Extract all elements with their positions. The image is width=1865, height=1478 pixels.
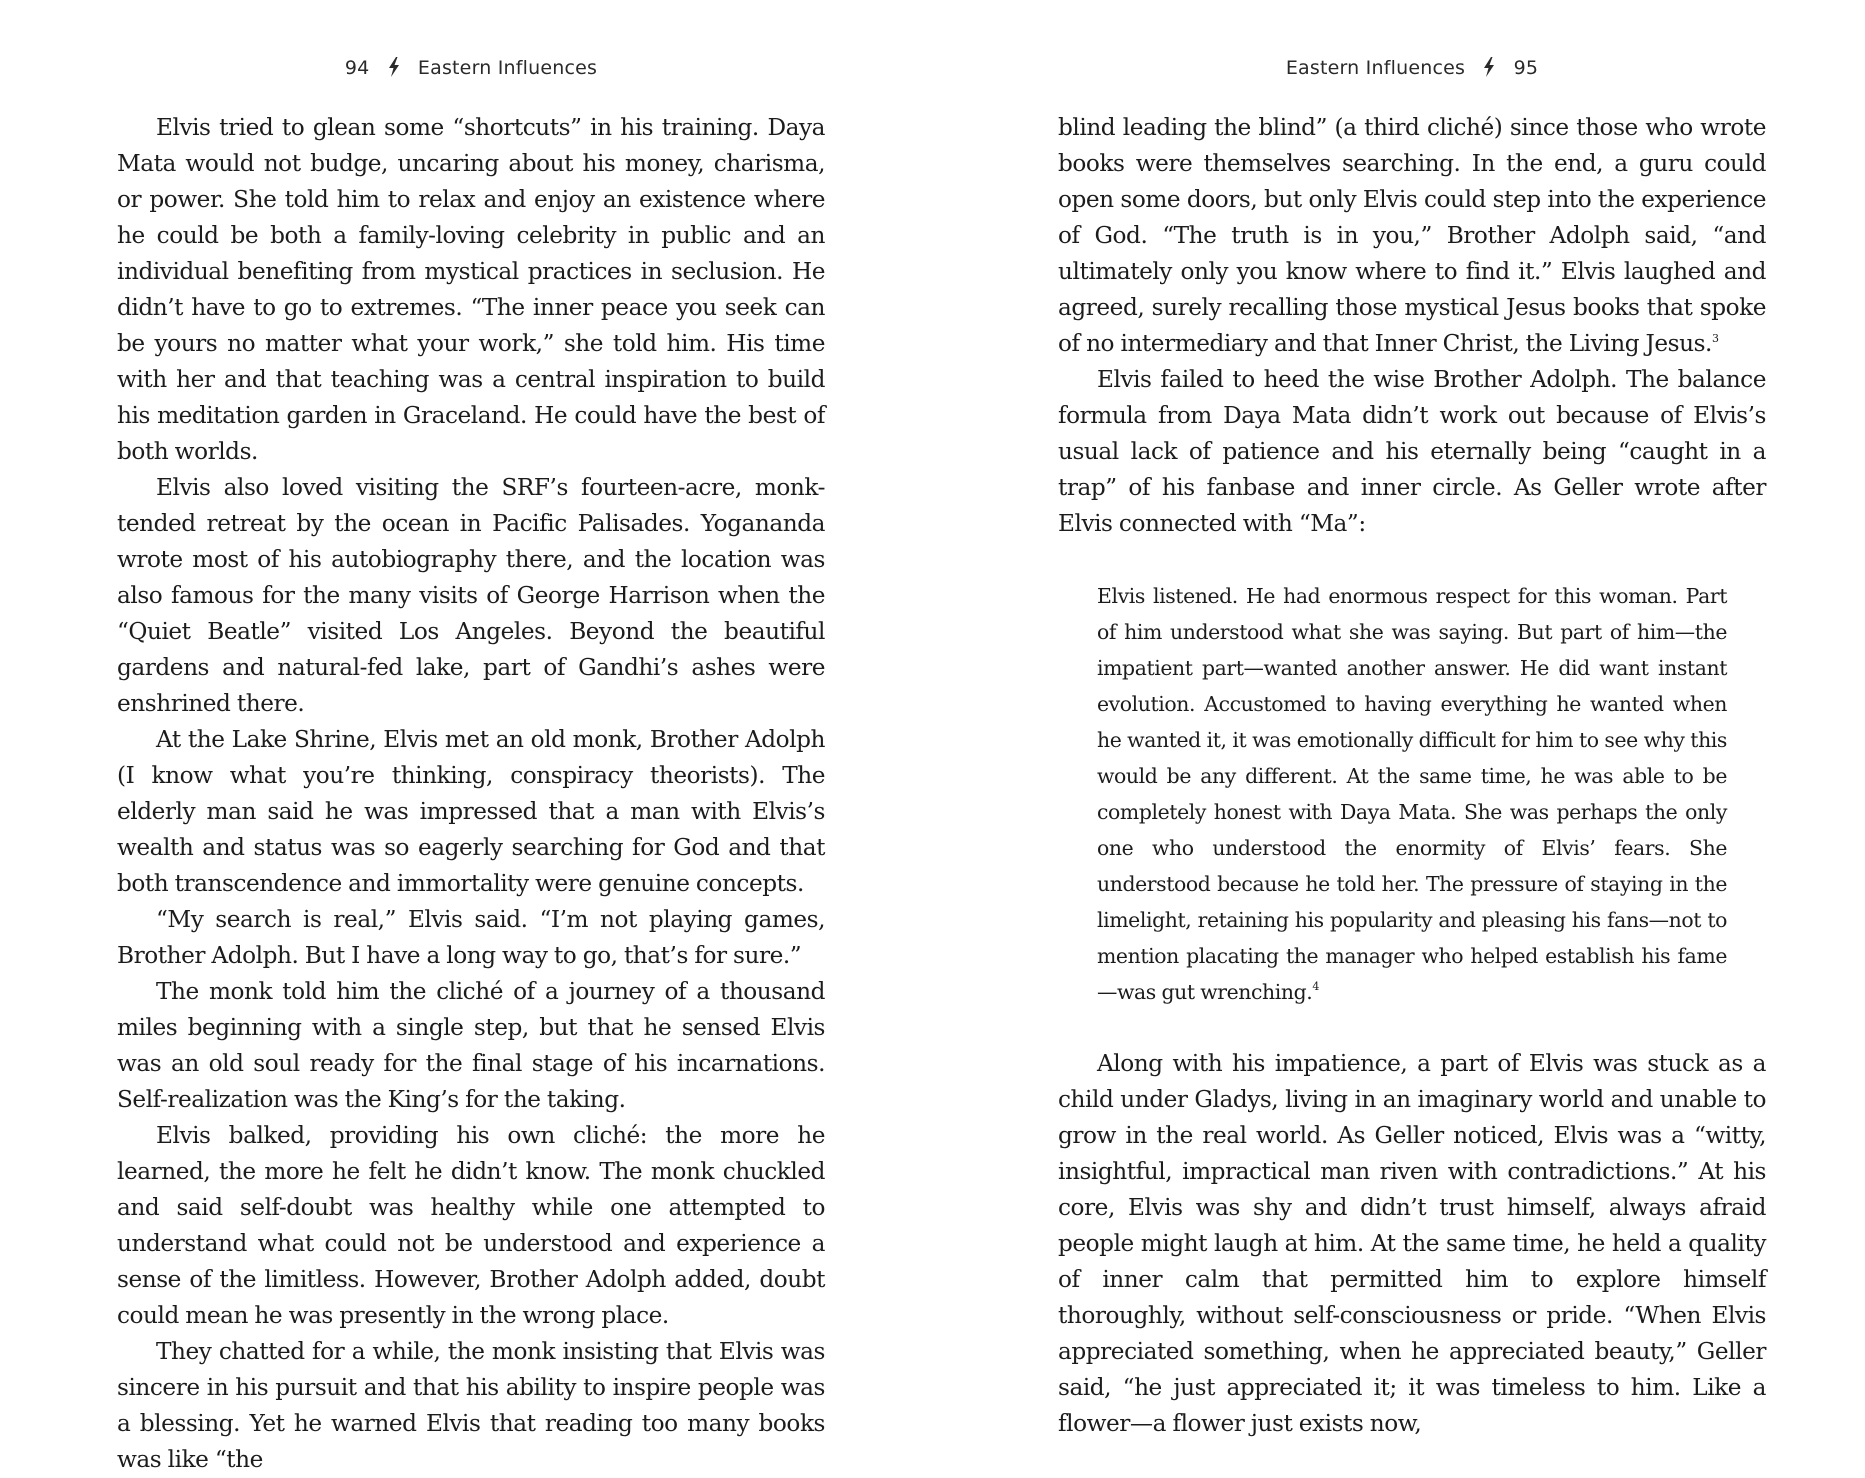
continued-paragraph [1058, 110, 1766, 362]
lightning-bolt-icon [388, 55, 400, 79]
left-page [117, 0, 825, 1473]
right-running-head [1058, 55, 1766, 79]
paragraph: Elvis balked, providing his own cliché: the more he learned, the more he felt he didn’t know. The monk chuckled and said self-doubt was healthy while one attempted to understand what could not be understood and experience a sense of the limitless. However, Brother Adolph added, doubt could mean he was presently in the wrong place. [117, 1122, 825, 1329]
left-page-number: 94 [344, 57, 370, 79]
left-running-head [117, 55, 825, 79]
left-running-title: Eastern Influences [417, 57, 598, 79]
footnote-marker: 4 [1312, 980, 1319, 993]
footnote-marker: 3 [1711, 332, 1719, 345]
right-page-number: 95 [1513, 57, 1539, 79]
paragraph: Elvis tried to glean some “shortcuts” in his training. Daya Mata would not budge, uncaring about his money, charisma, or power. She told him to relax and enjoy an existence where he could be both a family-loving celebrity in public and an individual benefiting from mystical practices in seclusion. He didn’t have to go to extremes. “The inner peace you seek can be yours no matter what your work,” she told him. His time with her and that teaching was a central inspiration to build his meditation garden in Graceland. He could have the best of both worlds. [117, 114, 825, 465]
lightning-bolt-icon [1483, 55, 1495, 79]
right-running-title: Eastern Influences [1285, 57, 1466, 79]
block-quote [1097, 578, 1727, 1010]
paragraph: Elvis failed to heed the wise Brother Adolph. The balance formula from Daya Mata didn’t work out because of Elvis’s usual lack of patience and his eternally being “caught in a trap” of his fanbase and inner circle. As Geller wrote after Elvis connected with “Ma”: [1058, 366, 1766, 537]
right-page-body [1058, 110, 1766, 1442]
paragraph: “My search is real,” Elvis said. “I’m not playing games, Brother Adolph. But I have a long way to go, that’s for sure.” [117, 906, 825, 969]
continued-text: blind leading the blind” (a third cliché) since those who wrote books were themselves searching. In the end, a guru could open some doors, but only Elvis could step into the experience of God. “The truth is in you,” Brother Adolph said, “and ultimately only you know where to find it.” Elvis laughed and agreed, surely recalling those mystical Jesus books that spoke of no intermediary and that Inner Christ, the Living Jesus. [1058, 114, 1766, 357]
paragraph: At the Lake Shrine, Elvis met an old monk, Brother Adolph (I know what you’re thinking, conspiracy theorists). The elderly man said he was impressed that a man with Elvis’s wealth and status was so eagerly searching for God and that both transcendence and immortality were genuine concepts. [117, 726, 825, 897]
left-page-body [117, 110, 825, 1478]
paragraph: The monk told him the cliché of a journey of a thousand miles beginning with a single step, but that he sensed Elvis was an old soul ready for the final stage of his incarnations. Self-realization was the King’s for the taking. [117, 978, 825, 1113]
paragraph: Elvis also loved visiting the SRF’s fourteen-acre, monk-tended retreat by the ocean in Pacific Palisades. Yogananda wrote most of his autobiography there, and the location was also famous for the many visits of George Harrison when the “Quiet Beatle” visited Los Angeles. Beyond the beautiful gardens and natural-fed lake, part of Gandhi’s ashes were enshrined there. [117, 474, 825, 717]
block-quote-text [1097, 578, 1727, 1010]
paragraph: They chatted for a while, the monk insisting that Elvis was sincere in his pursuit and that his ability to inspire people was a blessing. Yet he warned Elvis that reading too many books was like “the [117, 1338, 825, 1473]
paragraph: Along with his impatience, a part of Elvis was stuck as a child under Gladys, living in an imaginary world and unable to grow in the real world. As Geller noticed, Elvis was a “witty, insightful, impractical man riven with contradictions.” At his core, Elvis was shy and didn’t trust himself, always afraid people might laugh at him. At the same time, he held a quality of inner calm that permitted him to explore himself thoroughly, without self-consciousness or pride. “When Elvis appreciated something, when he appreciated beauty,” Geller said, “he just appreciated it; it was timeless to him. Like a flower—a flower just exists now, [1058, 1050, 1766, 1437]
right-page [1058, 0, 1766, 1437]
block-quote-body: Elvis listened. He had enormous respect for this woman. Part of him understood what she was saying. But part of him—the impatient part—wanted another answer. He did want instant evolution. Accustomed to having everything he wanted when he wanted it, it was emotionally difficult for him to see why this would be any different. At the same time, he was able to be completely honest with Daya Mata. She was perhaps the only one who understood the enormity of Elvis’ fears. She understood because he told her. The pressure of staying in the limelight, retaining his popularity and pleasing his fans—not to mention placating the manager who helped establish his fame—was gut wrenching. [1097, 584, 1727, 1004]
